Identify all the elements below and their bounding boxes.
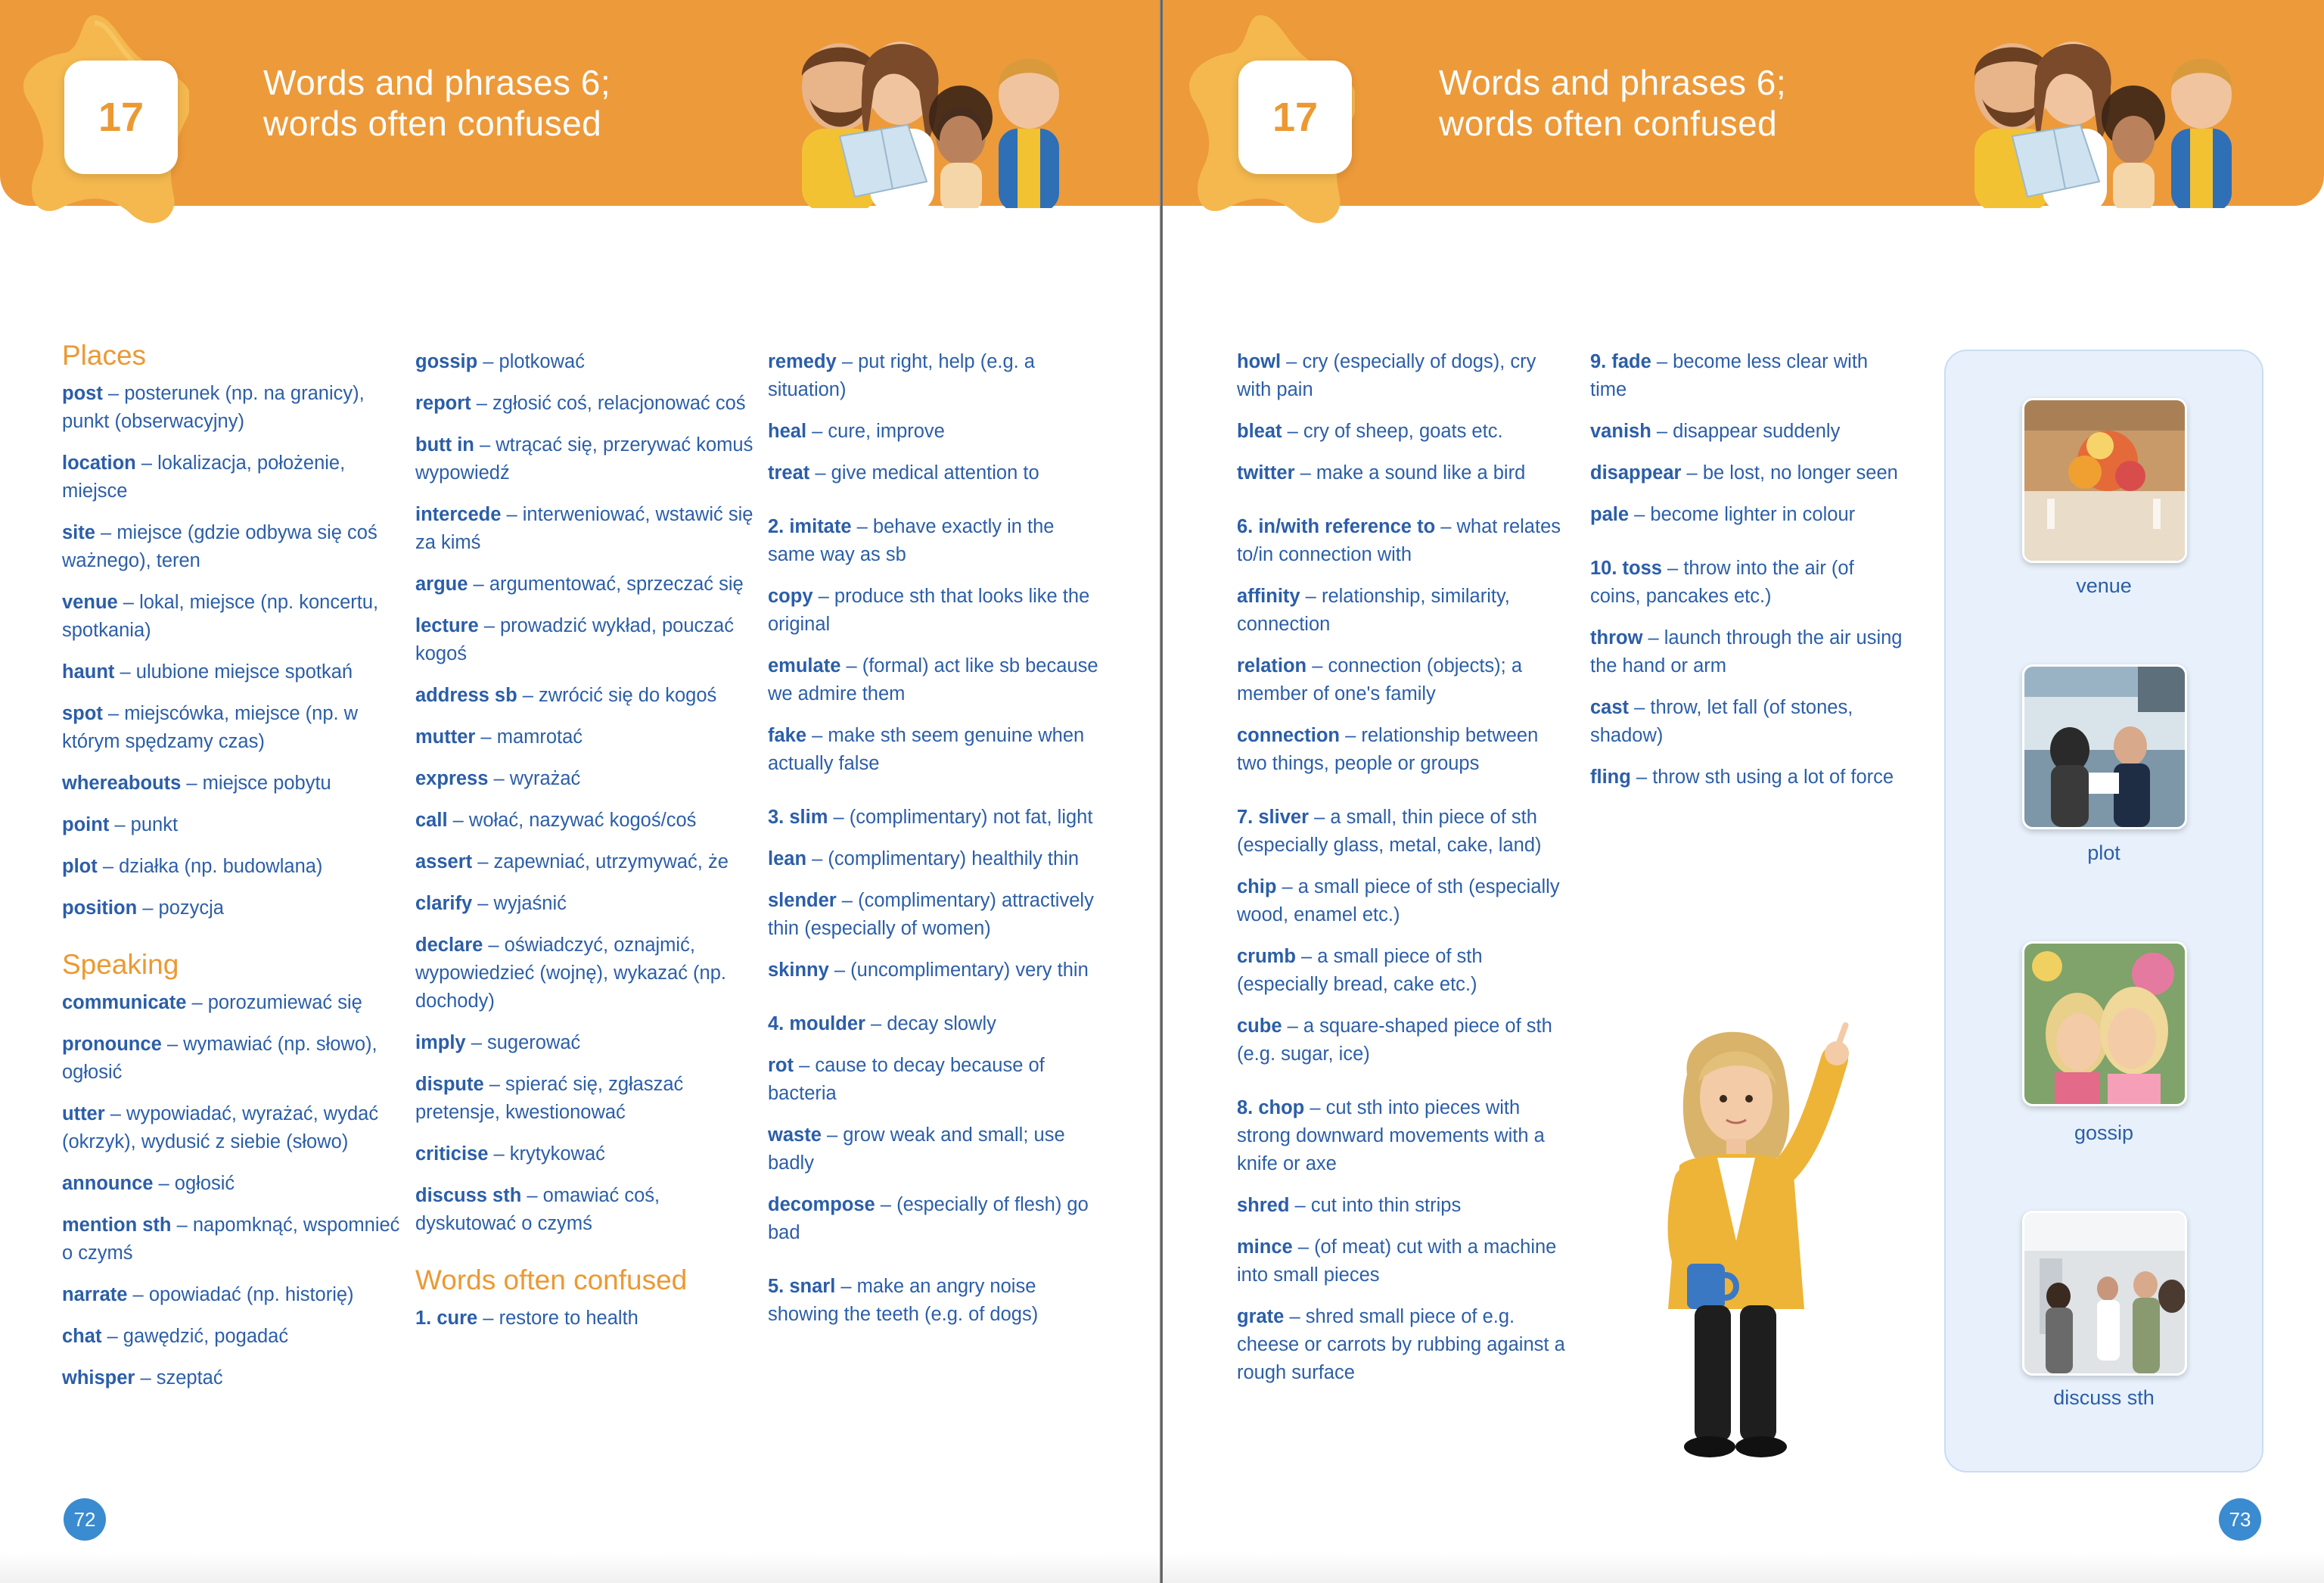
vocab-definition: miejscówka, miejsce (np. w którym spędzamy czas) [62, 703, 359, 752]
vocab-term: slender [768, 890, 837, 911]
family-illustration-icon [768, 23, 1086, 208]
vocab-term: 6. in/with reference to [1237, 516, 1436, 537]
vocab-definition: disappear suddenly [1673, 421, 1841, 442]
vocab-definition: posterunek (np. na granicy), punkt (obserwacyjny) [62, 383, 365, 432]
vocab-definition: (of meat) cut with a machine into small pieces [1237, 1236, 1557, 1286]
vocab-term: emulate [768, 655, 841, 676]
vocab-entry: mutter – mamrotać [415, 726, 583, 748]
vocab-term: gossip [415, 351, 478, 372]
vocab-term: 4. moulder [768, 1013, 865, 1034]
vocab-entry: mention sth – napomknąć, wspomnieć o czymś [62, 1214, 400, 1264]
confused-entries-col4 [1237, 348, 1570, 1387]
vocab-term: relation [1237, 655, 1307, 676]
vocab-term: butt in [415, 434, 474, 456]
vocab-entry: gossip – plotkować [415, 351, 585, 372]
vocab-term: lean [768, 848, 807, 869]
photo-label-venue: venue [2076, 574, 2132, 597]
vocab-term: communicate [62, 992, 187, 1013]
vocab-term: bleat [1237, 421, 1282, 442]
vocab-term: announce [62, 1173, 154, 1194]
vocab-entry: discuss sth – omawiać coś, dyskutować o czymś [415, 1185, 660, 1234]
vocab-entry: criticise – krytykować [415, 1143, 605, 1165]
page-bottom-edge [0, 1553, 1161, 1583]
vocab-entry: waste – grow weak and small; use badly [768, 1124, 1065, 1174]
vocab-definition: ogłosić [174, 1173, 235, 1194]
chapter-title-line2: words often confused [263, 104, 602, 143]
discuss-sth-photo [2022, 1211, 2187, 1376]
vocab-definition: a square-shaped piece of sth (e.g. sugar, ice) [1237, 1015, 1552, 1065]
vocab-definition: wymawiać (np. słowo), ogłosić [62, 1034, 377, 1083]
vocab-entry: plot – działka (np. budowlana) [62, 856, 323, 877]
vocab-definition: wypowiadać, wyrażać, wydać (okrzyk), wydusić z siebie (słowo) [62, 1103, 379, 1152]
vocab-term: howl [1237, 351, 1282, 372]
vocab-definition: cure, improve [828, 421, 945, 442]
vocab-definition: krytykować [509, 1143, 605, 1165]
vocab-definition: (complimentary) not fat, light [849, 807, 1093, 828]
vocab-entry: chat – gawędzić, pogadać [62, 1326, 289, 1347]
vocab-term: pale [1590, 504, 1630, 525]
vocab-definition: make an angry noise showing the teeth (e.g. of dogs) [768, 1276, 1039, 1325]
vocab-term: discuss sth [415, 1185, 522, 1206]
vocab-term: dispute [415, 1074, 484, 1095]
vocab-definition: put right, help (e.g. a situation) [768, 351, 1035, 400]
chapter-title-right [1439, 62, 1786, 144]
vocab-entry: 10. toss – throw into the air (of coins, pancakes etc.) [1590, 558, 1854, 607]
vocab-term: connection [1237, 725, 1341, 746]
chapter-title-line2-right: words often confused [1439, 104, 1778, 143]
vocab-term: position [62, 897, 138, 919]
vocab-entry: 5. snarl – make an angry noise showing the teeth (e.g. of dogs) [768, 1276, 1039, 1325]
vocab-entry: remedy – put right, help (e.g. a situation) [768, 351, 1035, 400]
vocab-group [768, 1273, 1101, 1329]
vocab-definition: pozycja [158, 897, 224, 919]
vocab-entry: lecture – prowadzić wykład, pouczać kogoś [415, 615, 734, 664]
vocab-term: 1. cure [415, 1308, 478, 1329]
vocab-definition: throw, let fall (of stones, shadow) [1590, 697, 1853, 746]
section-heading-places: Places [62, 340, 147, 371]
vocab-entry: twitter – make a sound like a bird [1237, 462, 1526, 484]
vocab-definition: cut into thin strips [1310, 1195, 1462, 1216]
vocab-definition: lokal, miejsce (np. koncertu, spotkania) [62, 592, 379, 641]
vocab-term: address sb [415, 685, 517, 706]
vocab-definition: omawiać coś, dyskutować o czymś [415, 1185, 660, 1234]
vocab-entry: 3. slim – (complimentary) not fat, light [768, 807, 1093, 828]
photo-label-plot: plot [2087, 841, 2120, 864]
vocab-definition: prowadzić wykład, pouczać kogoś [415, 615, 734, 664]
chapter-number-right: 17 [1238, 61, 1352, 174]
vocab-term: chat [62, 1326, 102, 1347]
vocab-entry: assert – zapewniać, utrzymywać, że [415, 851, 729, 872]
vocab-term: cube [1237, 1015, 1282, 1037]
vocab-entry: copy – produce sth that looks like the original [768, 586, 1090, 635]
vocab-definition: be lost, no longer seen [1702, 462, 1898, 484]
vocab-term: vanish [1590, 421, 1651, 442]
vocab-term: haunt [62, 661, 115, 683]
vocab-term: spot [62, 703, 103, 724]
vocab-term: clarify [415, 893, 473, 914]
plot-photo [2022, 664, 2187, 829]
vocab-definition: (uncomplimentary) very thin [850, 959, 1089, 981]
photo-label-discuss-sth: discuss sth [2053, 1386, 2155, 1409]
vocab-term: utter [62, 1103, 105, 1124]
vocab-definition: launch through the air using the hand or arm [1590, 627, 1903, 676]
vocab-term: rot [768, 1055, 794, 1076]
vocab-term: criticise [415, 1143, 489, 1165]
vocab-entry: express – wyrażać [415, 768, 581, 789]
vocab-term: argue [415, 574, 468, 595]
vocab-term: fling [1590, 767, 1631, 788]
vocab-definition: porozumiewać się [207, 992, 362, 1013]
right-column-1 [1237, 348, 1570, 1401]
vocab-entry: relation – connection (objects); a member of one's family [1237, 655, 1523, 704]
page-number-right: 73 [2219, 1498, 2261, 1541]
vocab-definition: szeptać [156, 1367, 223, 1389]
vocab-entry: fling – throw sth using a lot of force [1590, 767, 1894, 788]
vocab-entry: site – miejsce (gdzie odbywa się coś ważnego), teren [62, 522, 377, 571]
right-page [1163, 0, 2324, 1583]
vocab-definition: behave exactly in the same way as sb [768, 516, 1055, 565]
vocab-group [1237, 348, 1570, 487]
vocab-term: site [62, 522, 95, 543]
vocab-definition: zwrócić się do kogoś [539, 685, 717, 706]
chapter-title-line1: Words and phrases 6; [263, 63, 611, 102]
vocab-definition: cry (especially of dogs), cry with pain [1237, 351, 1536, 400]
vocab-term: 9. fade [1590, 351, 1651, 372]
chapter-title [263, 62, 611, 144]
vocab-entry: chip – a small piece of sth (especially wood, enamel etc.) [1237, 876, 1560, 925]
vocab-entry: crumb – a small piece of sth (especially bread, cake etc.) [1237, 946, 1483, 995]
vocab-entry: cast – throw, let fall (of stones, shadow) [1590, 697, 1853, 746]
vocab-term: 7. sliver [1237, 807, 1309, 828]
vocab-entry: pale – become lighter in colour [1590, 504, 1856, 525]
confused-entries-col5 [1590, 348, 1908, 792]
vocab-term: 10. toss [1590, 558, 1662, 579]
vocab-entry: connection – relationship between two things, people or groups [1237, 725, 1539, 774]
vocab-entry: imply – sugerować [415, 1032, 581, 1053]
vocab-definition: shred small piece of e.g. cheese or carrots by rubbing against a rough surface [1237, 1306, 1565, 1383]
vocab-definition: make sth seem genuine when actually false [768, 725, 1085, 774]
vocab-definition: punkt [130, 814, 179, 835]
photo-panel [1944, 350, 2263, 1473]
family-illustration-icon [1940, 23, 2258, 208]
vocab-definition: zapewniać, utrzymywać, że [493, 851, 729, 872]
vocab-entry: pronounce – wymawiać (np. słowo), ogłosić [62, 1034, 377, 1083]
vocab-group [1237, 1094, 1570, 1387]
vocab-term: report [415, 393, 471, 414]
vocab-entry: intercede – interweniować, wstawić się za kimś [415, 504, 753, 553]
vocab-term: declare [415, 935, 483, 956]
left-column-3 [768, 348, 1101, 1342]
vocab-entry: 6. in/with reference to – what relates to/in connection with [1237, 516, 1561, 565]
vocab-term: location [62, 453, 136, 474]
vocab-group [1237, 513, 1570, 778]
vocab-term: imply [415, 1032, 466, 1053]
vocab-definition: connection (objects); a member of one's family [1237, 655, 1523, 704]
vocab-entry: fake – make sth seem genuine when actually false [768, 725, 1085, 774]
confused-entries-col3 [768, 348, 1101, 1329]
vocab-entry: affinity – relationship, similarity, connection [1237, 586, 1510, 635]
vocab-term: lecture [415, 615, 479, 636]
vocab-term: fake [768, 725, 807, 746]
vocab-definition: (especially of flesh) go bad [768, 1194, 1089, 1243]
vocab-term: whereabouts [62, 773, 182, 794]
confused-entries-start [415, 1305, 757, 1333]
vocab-term: mutter [415, 726, 476, 748]
vocab-definition: sugerować [486, 1032, 581, 1053]
section-heading-words-often-confused: Words often confused [415, 1264, 688, 1295]
vocab-entry: 9. fade – become less clear with time [1590, 351, 1869, 400]
vocab-definition: (complimentary) attractively thin (especially of women) [768, 890, 1094, 939]
vocab-entry: decompose – (especially of flesh) go bad [768, 1194, 1089, 1243]
vocab-definition: decay slowly [887, 1013, 996, 1034]
vocab-definition: działka (np. budowlana) [119, 856, 323, 877]
vocab-definition: lokalizacja, położenie, miejsce [62, 453, 346, 502]
vocab-term: post [62, 383, 103, 404]
vocab-entry: lean – (complimentary) healthily thin [768, 848, 1080, 869]
vocab-term: 5. snarl [768, 1276, 836, 1297]
vocab-term: 8. chop [1237, 1097, 1305, 1118]
vocab-entry: slender – (complimentary) attractively thin (especially of women) [768, 890, 1094, 939]
vocab-definition: a small piece of sth (especially wood, enamel etc.) [1237, 876, 1560, 925]
vocab-term: disappear [1590, 462, 1682, 484]
vocab-definition: cry of sheep, goats etc. [1303, 421, 1503, 442]
vocab-entry: bleat – cry of sheep, goats etc. [1237, 421, 1503, 442]
photo-label-gossip: gossip [2074, 1121, 2134, 1144]
left-column-1 [62, 339, 404, 1406]
vocab-term: narrate [62, 1284, 128, 1305]
vocab-term: treat [768, 462, 810, 484]
page-bottom-edge-right [1163, 1553, 2324, 1583]
vocab-entry: howl – cry (especially of dogs), cry with pain [1237, 351, 1536, 400]
vocab-definition: wyrażać [509, 768, 581, 789]
vocab-entry: spot – miejscówka, miejsce (np. w którym spędzamy czas) [62, 703, 359, 752]
vocab-term: plot [62, 856, 98, 877]
vocab-term: waste [768, 1124, 822, 1146]
chapter-title-line1-right: Words and phrases 6; [1439, 63, 1787, 102]
vocab-term: affinity [1237, 586, 1300, 607]
vocab-definition: opowiadać (np. historię) [148, 1284, 354, 1305]
vocab-definition: relationship, similarity, connection [1237, 586, 1510, 635]
vocab-term: mince [1237, 1236, 1293, 1258]
vocab-term: intercede [415, 504, 502, 525]
vocab-term: crumb [1237, 946, 1296, 967]
places-entries [62, 380, 404, 922]
vocab-definition: plotkować [499, 351, 585, 372]
vocab-definition: gawędzić, pogadać [123, 1326, 289, 1347]
vocab-definition: miejsce (gdzie odbywa się coś ważnego), teren [62, 522, 377, 571]
right-column-2 [1590, 348, 1908, 805]
vocab-term: mention sth [62, 1214, 172, 1236]
vocab-term: cast [1590, 697, 1630, 718]
vocab-term: point [62, 814, 110, 835]
vocab-term: whisper [62, 1367, 135, 1389]
vocab-group [1590, 555, 1908, 792]
speaking-entries-continued [415, 348, 757, 1238]
vocab-definition: argumentować, sprzeczać się [489, 574, 744, 595]
vocab-definition: mamrotać [496, 726, 583, 748]
vocab-definition: zgłosić coś, relacjonować coś [492, 393, 746, 414]
vocab-entry: whereabouts – miejsce pobytu [62, 773, 331, 794]
vocab-entry: cube – a square-shaped piece of sth (e.g. sugar, ice) [1237, 1015, 1552, 1065]
vocab-entry: 2. imitate – behave exactly in the same way as sb [768, 516, 1055, 565]
vocab-entry: heal – cure, improve [768, 421, 945, 442]
vocab-term: pronounce [62, 1034, 162, 1055]
vocab-entry: mince – (of meat) cut with a machine into small pieces [1237, 1236, 1557, 1286]
vocab-group [768, 513, 1101, 778]
vocab-group [1590, 348, 1908, 529]
vocab-entry: 4. moulder – decay slowly [768, 1013, 996, 1034]
vocab-definition: make a sound like a bird [1316, 462, 1526, 484]
vocab-entry: throw – launch through the air using the hand or arm [1590, 627, 1903, 676]
vocab-entry: communicate – porozumiewać się [62, 992, 362, 1013]
vocab-term: decompose [768, 1194, 875, 1215]
vocab-entry: announce – ogłosić [62, 1173, 235, 1194]
vocab-group [768, 348, 1101, 487]
vocab-definition: cut sth into pieces with strong downward movements with a knife or axe [1237, 1097, 1545, 1174]
vocab-group [768, 804, 1101, 984]
vocab-entry: whisper – szeptać [62, 1367, 223, 1389]
vocab-entry: point – punkt [62, 814, 179, 835]
vocab-term: call [415, 810, 448, 831]
vocab-term: venue [62, 592, 118, 613]
vocab-definition: oświadczyć, oznajmić, wypowiedzieć (wojnę), wykazać (np. dochody) [415, 935, 726, 1012]
vocab-term: remedy [768, 351, 837, 372]
vocab-entry: clarify – wyjaśnić [415, 893, 567, 914]
vocab-term: copy [768, 586, 813, 607]
left-column-2 [415, 348, 757, 1346]
vocab-term: express [415, 768, 489, 789]
vocab-entry: emulate – (formal) act like sb because we admire them [768, 655, 1098, 704]
vocab-entry: 1. cure – restore to health [415, 1308, 638, 1329]
vocab-term: shred [1237, 1195, 1290, 1216]
vocab-definition: spierać się, zgłaszać pretensje, kwestionować [415, 1074, 684, 1123]
woman-pointing-illustration-icon [1634, 1014, 1876, 1468]
vocab-entry: butt in – wtrącać się, przerywać komuś wypowiedź [415, 434, 753, 484]
vocab-definition: (formal) act like sb because we admire them [768, 655, 1098, 704]
vocab-entry: call – wołać, nazywać kogoś/coś [415, 810, 697, 831]
vocab-entry: vanish – disappear suddenly [1590, 421, 1841, 442]
vocab-entry: treat – give medical attention to [768, 462, 1039, 484]
vocab-term: throw [1590, 627, 1643, 648]
vocab-entry: grate – shred small piece of e.g. cheese or carrots by rubbing against a rough surface [1237, 1306, 1565, 1383]
vocab-term: assert [415, 851, 473, 872]
vocab-term: heal [768, 421, 807, 442]
vocab-definition: restore to health [499, 1308, 638, 1329]
vocab-term: chip [1237, 876, 1277, 897]
vocab-definition: napomknąć, wspomnieć o czymś [62, 1214, 400, 1264]
vocab-definition: a small piece of sth (especially bread, cake etc.) [1237, 946, 1483, 995]
vocab-entry: rot – cause to decay because of bacteria [768, 1055, 1045, 1104]
vocab-definition: become less clear with time [1590, 351, 1869, 400]
vocab-definition: produce sth that looks like the original [768, 586, 1090, 635]
vocab-definition: miejsce pobytu [202, 773, 331, 794]
vocab-definition: grow weak and small; use badly [768, 1124, 1065, 1174]
vocab-entry: 8. chop – cut sth into pieces with strong downward movements with a knife or axe [1237, 1097, 1545, 1174]
vocab-entry: shred – cut into thin strips [1237, 1195, 1462, 1216]
vocab-group [1237, 804, 1570, 1068]
chapter-number: 17 [64, 61, 178, 174]
vocab-term: grate [1237, 1306, 1285, 1327]
vocab-definition: (complimentary) healthily thin [828, 848, 1080, 869]
vocab-term: twitter [1237, 462, 1295, 484]
vocab-definition: relationship between two things, people or groups [1237, 725, 1539, 774]
speaking-entries [62, 989, 404, 1392]
vocab-entry: haunt – ulubione miejsce spotkań [62, 661, 353, 683]
vocab-entry: venue – lokal, miejsce (np. koncertu, spotkania) [62, 592, 379, 641]
vocab-entry: argue – argumentować, sprzeczać się [415, 574, 744, 595]
vocab-term: skinny [768, 959, 829, 981]
left-page [0, 0, 1161, 1583]
section-heading-speaking: Speaking [62, 949, 179, 980]
vocab-entry: declare – oświadczyć, oznajmić, wypowiedzieć (wojnę), wykazać (np. dochody) [415, 935, 726, 1012]
vocab-definition: throw into the air (of coins, pancakes etc.) [1590, 558, 1854, 607]
vocab-definition: become lighter in colour [1650, 504, 1856, 525]
gossip-photo [2022, 941, 2187, 1106]
vocab-definition: what relates to/in connection with [1237, 516, 1561, 565]
vocab-definition: wołać, nazywać kogoś/coś [468, 810, 697, 831]
page-number-left: 72 [64, 1498, 106, 1541]
vocab-definition: throw sth using a lot of force [1652, 767, 1894, 788]
vocab-entry: dispute – spierać się, zgłaszać pretensje, kwestionować [415, 1074, 684, 1123]
vocab-entry: position – pozycja [62, 897, 224, 919]
vocab-definition: wyjaśnić [493, 893, 567, 914]
venue-photo [2022, 398, 2187, 563]
vocab-entry: address sb – zwrócić się do kogoś [415, 685, 717, 706]
vocab-group [768, 1010, 1101, 1247]
vocab-entry: report – zgłosić coś, relacjonować coś [415, 393, 746, 414]
vocab-definition: cause to decay because of bacteria [768, 1055, 1045, 1104]
vocab-entry: 7. sliver – a small, thin piece of sth (especially glass, metal, cake, land) [1237, 807, 1542, 856]
vocab-term: 3. slim [768, 807, 828, 828]
vocab-term: 2. imitate [768, 516, 852, 537]
vocab-definition: give medical attention to [831, 462, 1039, 484]
vocab-entry: narrate – opowiadać (np. historię) [62, 1284, 354, 1305]
vocab-entry: post – posterunek (np. na granicy), punkt (obserwacyjny) [62, 383, 365, 432]
vocab-entry: disappear – be lost, no longer seen [1590, 462, 1898, 484]
vocab-entry: skinny – (uncomplimentary) very thin [768, 959, 1089, 981]
vocab-entry: utter – wypowiadać, wyrażać, wydać (okrzyk), wydusić z siebie (słowo) [62, 1103, 379, 1152]
vocab-definition: ulubione miejsce spotkań [135, 661, 353, 683]
vocab-definition: wtrącać się, przerywać komuś wypowiedź [415, 434, 753, 484]
vocab-entry: location – lokalizacja, położenie, miejsce [62, 453, 346, 502]
vocab-definition: a small, thin piece of sth (especially glass, metal, cake, land) [1237, 807, 1542, 856]
vocab-definition: interweniować, wstawić się za kimś [415, 504, 753, 553]
